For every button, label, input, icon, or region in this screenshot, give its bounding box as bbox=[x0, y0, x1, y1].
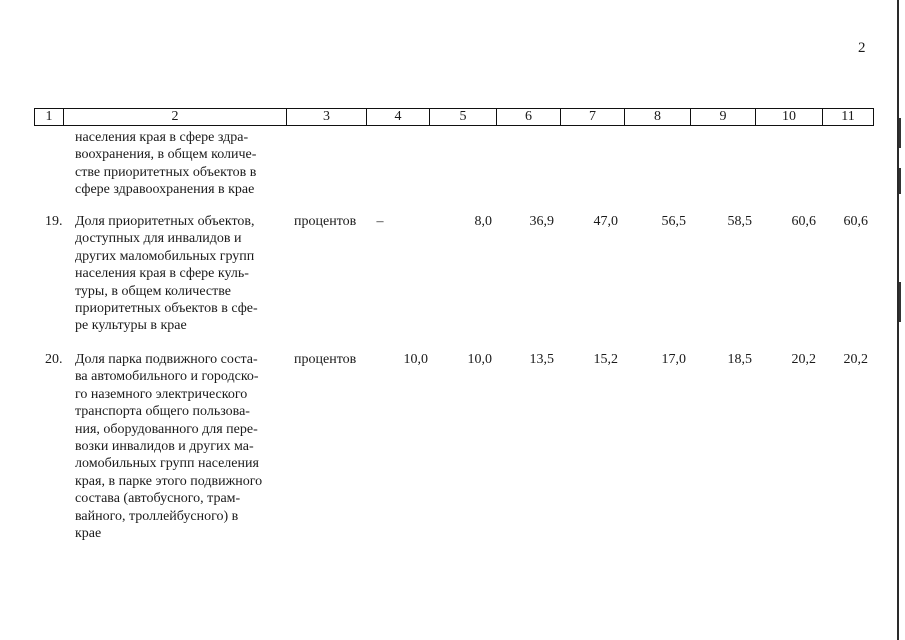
row-20-description bbox=[75, 351, 281, 542]
row-19-value-col8: 56,5 bbox=[661, 214, 686, 229]
row-19-description bbox=[75, 213, 281, 335]
column-number-10: 10 bbox=[756, 109, 823, 125]
column-number-6: 6 bbox=[497, 109, 561, 125]
row-19-value-col6: 36,9 bbox=[529, 214, 554, 229]
text-line: населения края в сфере куль- bbox=[75, 266, 249, 282]
text-line: ре культуры в крае bbox=[75, 318, 187, 334]
row-20-value-col9: 18,5 bbox=[727, 352, 752, 367]
text-line: вайного, троллейбусного) в bbox=[75, 508, 239, 524]
text-line: состава (автобусного, трам- bbox=[75, 491, 241, 507]
scan-edge-mark bbox=[899, 168, 901, 194]
row-20-value-col7: 15,2 bbox=[593, 352, 618, 367]
row-19-value-col11: 60,6 bbox=[843, 214, 868, 229]
column-number-8: 8 bbox=[625, 109, 691, 125]
text-line: населения края в сфере здра- bbox=[75, 130, 249, 145]
row-19-unit: процентов bbox=[294, 214, 357, 229]
text-line: ва автомобильного и городско- bbox=[75, 369, 259, 385]
row-19-value-col10: 60,6 bbox=[791, 214, 816, 229]
row-19-number: 19. bbox=[45, 214, 63, 229]
row-20-number: 20. bbox=[45, 352, 63, 367]
row-20-value-col11: 20,2 bbox=[843, 352, 868, 367]
column-number-11: 11 bbox=[841, 109, 855, 124]
text-line: других маломобильных групп bbox=[75, 248, 255, 264]
row-20-value-col10: 20,2 bbox=[791, 352, 816, 367]
row-19-value-col5: 8,0 bbox=[474, 214, 492, 229]
column-number-3: 3 bbox=[287, 109, 367, 125]
text-line: воохранения, в общем количе- bbox=[75, 147, 257, 163]
text-line: сфере здравоохранения в крае bbox=[75, 182, 255, 198]
text-line: Доля приоритетных объектов, bbox=[75, 214, 255, 229]
row-20-value-col4: 10,0 bbox=[403, 352, 428, 367]
text-line: ния, оборудованного для пере- bbox=[75, 421, 258, 437]
column-number-4: 4 bbox=[367, 109, 430, 125]
text-line: приоритетных объектов в сфе- bbox=[75, 301, 258, 317]
text-line: стве приоритетных объектов в bbox=[75, 164, 257, 180]
text-line: транспорта общего пользова- bbox=[75, 404, 250, 420]
row-20-unit: процентов bbox=[294, 352, 357, 367]
text-line: туры, в общем количестве bbox=[75, 283, 231, 299]
page-number: 2 bbox=[858, 40, 866, 56]
text-line: доступных для инвалидов и bbox=[75, 231, 242, 247]
text-line: го наземного электрического bbox=[75, 386, 248, 402]
text-line: крае bbox=[75, 526, 102, 542]
scan-edge-mark bbox=[899, 282, 901, 322]
column-number-2: 2 bbox=[64, 109, 287, 125]
row-19-value-col4: – bbox=[376, 214, 384, 229]
table-header-row bbox=[34, 108, 874, 126]
column-number-7: 7 bbox=[561, 109, 625, 125]
row-19-value-col7: 47,0 bbox=[593, 214, 618, 229]
row-20-value-col6: 13,5 bbox=[529, 352, 554, 367]
row-20-value-col8: 17,0 bbox=[661, 352, 686, 367]
row-19-value-col9: 58,5 bbox=[727, 214, 752, 229]
column-number-9: 9 bbox=[691, 109, 756, 125]
scan-edge-mark bbox=[899, 118, 901, 148]
text-line: Доля парка подвижного соста- bbox=[75, 352, 258, 367]
column-number-5: 5 bbox=[430, 109, 497, 125]
continuation-text bbox=[75, 129, 281, 199]
row-20-value-col5: 10,0 bbox=[467, 352, 492, 367]
text-line: возки инвалидов и других ма- bbox=[75, 439, 254, 455]
text-line: края, в парке этого подвижного bbox=[75, 473, 263, 489]
column-number-1: 1 bbox=[35, 109, 64, 125]
text-line: ломобильных групп населения bbox=[75, 456, 259, 472]
